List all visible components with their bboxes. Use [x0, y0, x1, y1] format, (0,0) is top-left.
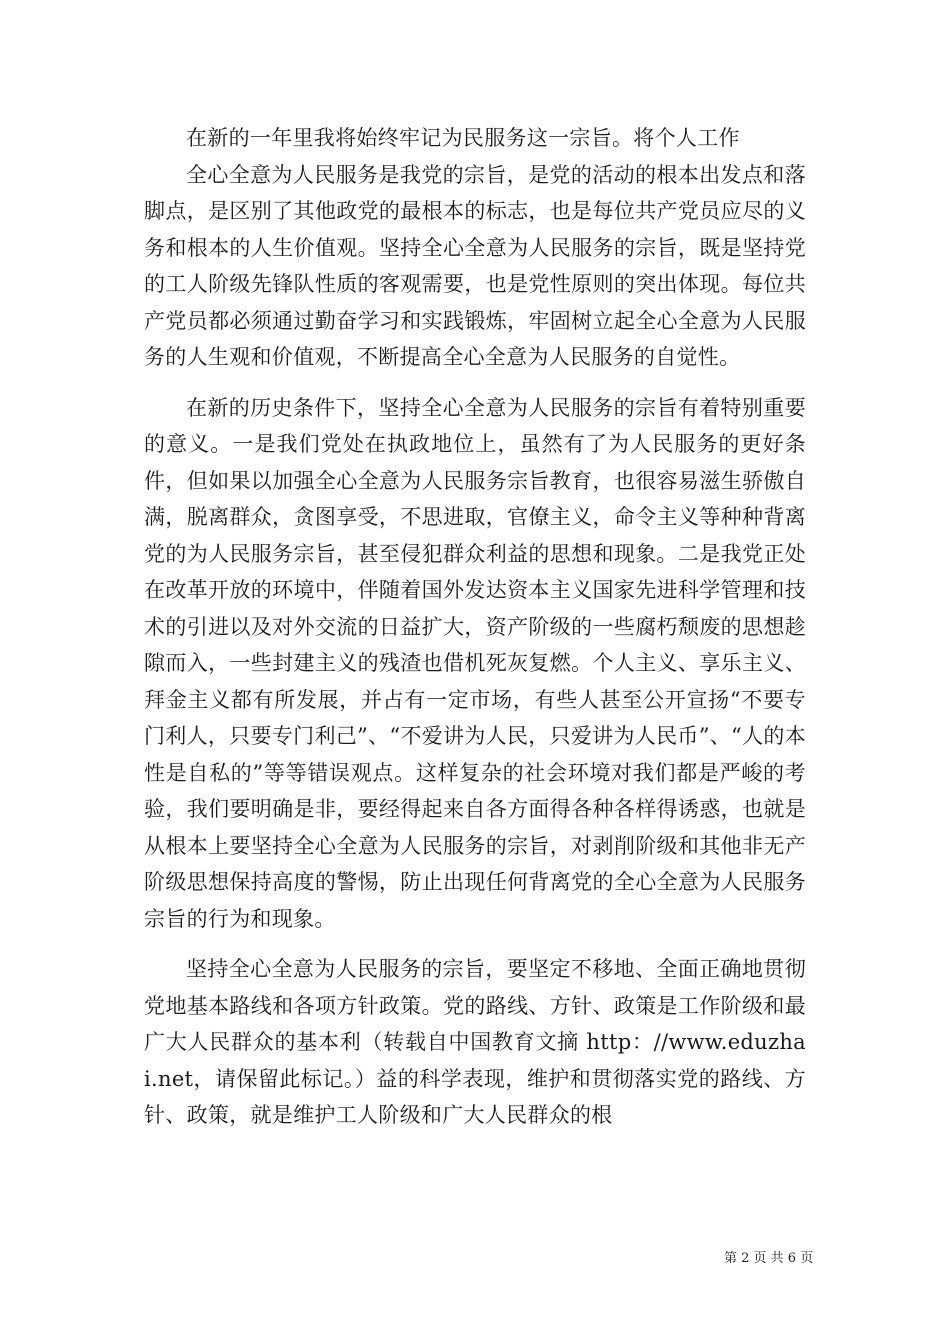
- page-number-footer: 第 2 页 共 6 页: [724, 1251, 814, 1266]
- paragraph-1: 在新的一年里我将始终牢记为民服务这一宗旨。将个人工作: [186, 126, 740, 150]
- paragraph-4: 坚持全心全意为人民服务的宗旨，要坚定不移地、全面正确地贯彻党地基本路线和各项方针政策。党的路线、方针、政策是工作阶级和最广大人民群众的基本利（转载自中国教育文摘 http：//www.eduzhai.net，请保留此标记。）益的科学表现，维护和贯彻落实党的路线、方针、政策，就是维护工人阶级和广大人民群众的根: [144, 957, 806, 1127]
- paragraph-2: 全心全意为人民服务是我党的宗旨，是党的活动的根本出发点和落脚点，是区别了其他政党的最根本的标志，也是每位共产党员应尽的义务和根本的人生价值观。坚持全心全意为人民服务的宗旨，既是坚持党的工人阶级先锋队性质的客观需要，也是党性原则的突出体现。每位共产党员都必须通过勤奋学习和实践锻炼，牢固树立起全心全意为人民服务的人生观和价值观，不断提高全心全意为人民服务的自觉性。: [144, 162, 806, 369]
- paragraph-3: 在新的历史条件下，坚持全心全意为人民服务的宗旨有着特别重要的意义。一是我们党处在执政地位上，虽然有了为人民服务的更好条件，但如果以加强全心全意为人民服务宗旨教育，也很容易滋生骄傲自满，脱离群众，贪图享受，不思进取，官僚主义，命令主义等种种背离党的为人民服务宗旨，甚至侵犯群众利益的思想和现象。二是我党正处在改革开放的环境中，伴随着国外发达资本主义国家先进科学管理和技术的引进以及对外交流的日益扩大，资产阶级的一些腐朽颓废的思想趁隙而入，一些封建主义的残渣也借机死灰复燃。个人主义、享乐主义、拜金主义都有所发展，并占有一定市场，有些人甚至公开宣扬“不要专门利人，只要专门利己”、“不爱讲为人民，只爱讲为人民币”、“人的本性是自私的”等等错误观点。这样复杂的社会环境对我们都是严峻的考验，我们要明确是非，要经得起来自各方面得各种各样得诱惑，也就是从根本上要坚持全心全意为人民服务的宗旨，对剥削阶级和其他非无产阶级思想保持高度的警惕，防止出现任何背离党的全心全意为人民服务宗旨的行为和现象。: [144, 395, 806, 931]
- document-body: [144, 120, 806, 1148]
